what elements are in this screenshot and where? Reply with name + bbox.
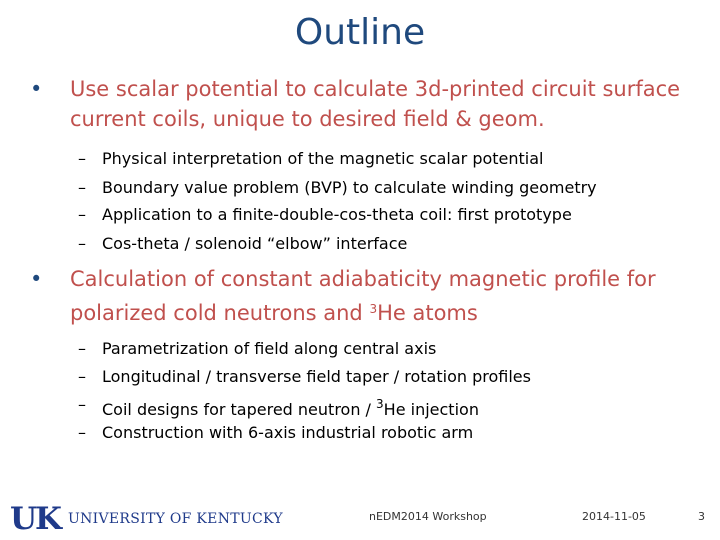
dash: –: [78, 205, 86, 224]
bullet-2-text: [70, 264, 710, 328]
sub-text-end: He injection: [383, 400, 479, 419]
sub-item-text: Physical interpretation of the magnetic scalar potential: [102, 149, 544, 168]
university-name: UNIVERSITY OF KENTUCKY: [67, 511, 283, 527]
superscript: 3: [369, 302, 378, 316]
sub-item-text: Longitudinal / transverse field taper / rotation profiles: [102, 367, 531, 386]
bullet-2-text-end: He atoms: [377, 301, 478, 325]
dash: –: [78, 234, 86, 253]
page-number: 3: [698, 510, 705, 523]
sub-item-1-2: [78, 173, 698, 202]
bullet-dot: •: [30, 267, 43, 291]
sub-item-2-4: [78, 418, 698, 447]
bullet-dot: •: [30, 77, 43, 101]
footer-event: nEDM2014 Workshop: [369, 510, 487, 523]
bullet-1: [30, 74, 710, 134]
dash: –: [78, 423, 86, 442]
dash: –: [78, 367, 86, 386]
sub-item-text: Cos-theta / solenoid “elbow” interface: [102, 234, 408, 253]
bullet-1-text: Use scalar potential to calculate 3d-printed circuit surface current coils, unique to desired field & geom.: [70, 77, 681, 131]
sub-item-1-1: [78, 144, 698, 173]
sub-item-1-3: [78, 200, 698, 229]
sub-item-text: Construction with 6-axis industrial robotic arm: [102, 423, 474, 442]
sub-item-2-2: [78, 362, 698, 391]
dash: –: [78, 149, 86, 168]
footer-date: 2014-11-05: [582, 510, 646, 523]
dash: –: [78, 395, 86, 414]
sub-item-1-4: [78, 229, 698, 258]
slide-title: Outline: [294, 12, 426, 53]
sub-item-2-1: [78, 334, 698, 363]
sub-item-text: Application to a finite-double-cos-theta coil: first prototype: [102, 205, 572, 224]
dash: –: [78, 339, 86, 358]
university-logo: [10, 503, 283, 535]
sub-item-text: Parametrization of field along central axis: [102, 339, 437, 358]
dash: –: [78, 178, 86, 197]
sub-item-text: Boundary value problem (BVP) to calculate winding geometry: [102, 178, 597, 197]
bullet-2-text-main: Calculation of constant adiabaticity magnetic profile for polarized cold neutrons and: [70, 267, 656, 325]
sub-text-main: Coil designs for tapered neutron /: [102, 400, 377, 419]
superscript: 3: [376, 397, 384, 411]
bullet-2: [30, 264, 710, 328]
uk-logo-mark: UK: [10, 501, 60, 537]
